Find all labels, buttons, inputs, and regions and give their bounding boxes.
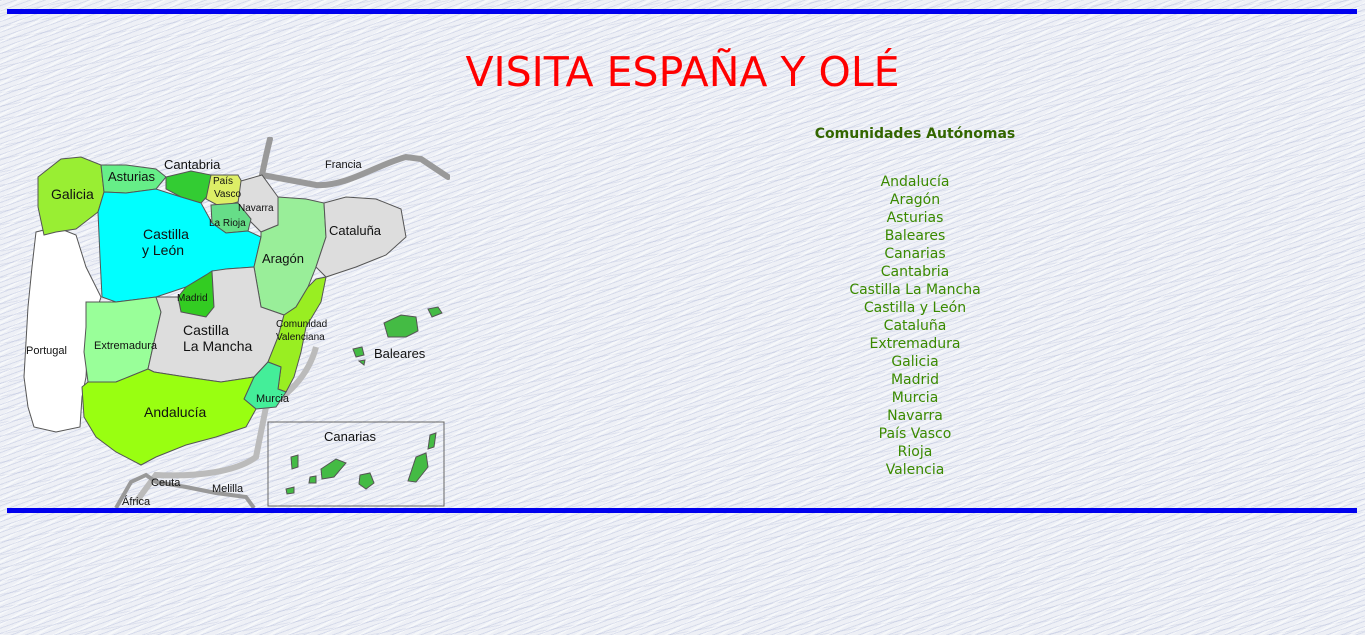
label-castilla-leon-2: y León bbox=[142, 242, 185, 258]
label-navarra: Navarra bbox=[238, 203, 274, 214]
island-tenerife[interactable] bbox=[321, 459, 346, 479]
island-la-palma[interactable] bbox=[291, 455, 298, 469]
label-asturias: Asturias bbox=[108, 169, 155, 184]
list-item bbox=[665, 461, 1165, 479]
label-comunidad-1: Comunidad bbox=[276, 319, 328, 330]
region-link-castilla-y-leon[interactable]: Castilla y León bbox=[863, 300, 967, 316]
list-item bbox=[665, 371, 1165, 389]
region-link-galicia[interactable]: Galicia bbox=[891, 354, 939, 370]
label-melilla: Melilla bbox=[212, 483, 244, 495]
region-link-asturias[interactable]: Asturias bbox=[886, 210, 944, 226]
list-item bbox=[665, 407, 1165, 425]
list-item bbox=[665, 227, 1165, 245]
region-link-murcia[interactable]: Murcia bbox=[891, 390, 939, 406]
label-castilla-mancha-2: La Mancha bbox=[183, 338, 253, 354]
island-menorca[interactable] bbox=[428, 307, 442, 317]
label-madrid: Madrid bbox=[177, 293, 208, 304]
island-el-hierro[interactable] bbox=[286, 487, 294, 494]
region-link-valencia[interactable]: Valencia bbox=[885, 462, 945, 478]
island-formentera[interactable] bbox=[359, 360, 365, 365]
list-item bbox=[665, 353, 1165, 371]
label-murcia: Murcia bbox=[256, 393, 290, 405]
region-link-canarias[interactable]: Canarias bbox=[884, 246, 946, 262]
label-aragon: Aragón bbox=[262, 251, 304, 266]
list-item bbox=[665, 245, 1165, 263]
label-portugal: Portugal bbox=[26, 345, 67, 357]
region-link-castilla-la-mancha[interactable]: Castilla La Mancha bbox=[849, 282, 981, 298]
region-link-pais-vasco[interactable]: País Vasco bbox=[878, 426, 952, 442]
page-title: VISITA ESPAÑA Y OLÉ bbox=[465, 48, 900, 96]
region-link-extremadura[interactable]: Extremadura bbox=[869, 336, 961, 352]
region-link-navarra[interactable]: Navarra bbox=[887, 408, 943, 424]
region-link-aragon[interactable]: Aragón bbox=[889, 192, 941, 208]
list-item bbox=[665, 281, 1165, 299]
label-cantabria: Cantabria bbox=[164, 157, 221, 172]
label-canarias: Canarias bbox=[324, 429, 377, 444]
regions-panel bbox=[665, 124, 1165, 479]
label-galicia: Galicia bbox=[51, 186, 94, 202]
label-castilla-leon-1: Castilla bbox=[143, 226, 189, 242]
list-item bbox=[665, 389, 1165, 407]
label-andalucia: Andalucía bbox=[144, 404, 207, 420]
top-divider bbox=[7, 9, 1357, 14]
label-comunidad-2: Valenciana bbox=[276, 332, 325, 343]
label-ceuta: Ceuta bbox=[151, 477, 181, 489]
list-item bbox=[665, 317, 1165, 335]
island-mallorca[interactable] bbox=[384, 315, 418, 337]
label-la-rioja: La Rioja bbox=[209, 218, 246, 229]
label-baleares: Baleares bbox=[374, 346, 426, 361]
label-pais-vasco-1: País bbox=[213, 176, 234, 187]
regions-heading: Comunidades Autónomas bbox=[814, 126, 1016, 142]
list-item bbox=[665, 425, 1165, 443]
label-francia: Francia bbox=[325, 159, 362, 171]
bottom-divider bbox=[7, 508, 1357, 513]
label-cataluna: Cataluña bbox=[329, 223, 382, 238]
list-item bbox=[665, 335, 1165, 353]
region-link-cataluna[interactable]: Cataluña bbox=[883, 318, 947, 334]
region-link-cantabria[interactable]: Cantabria bbox=[880, 264, 950, 280]
label-extremadura: Extremadura bbox=[94, 340, 157, 352]
island-la-gomera[interactable] bbox=[309, 476, 316, 483]
region-link-madrid[interactable]: Madrid bbox=[890, 372, 940, 388]
list-item bbox=[665, 209, 1165, 227]
list-item bbox=[665, 299, 1165, 317]
list-item bbox=[665, 173, 1165, 191]
island-lanzarote[interactable] bbox=[428, 433, 436, 449]
label-pais-vasco-2: Vasco bbox=[214, 189, 242, 200]
region-link-rioja[interactable]: Rioja bbox=[897, 444, 933, 460]
list-item bbox=[665, 191, 1165, 209]
region-link-andalucia[interactable]: Andalucía bbox=[880, 174, 950, 190]
island-ibiza[interactable] bbox=[353, 347, 364, 357]
label-africa: África bbox=[122, 496, 151, 508]
label-castilla-mancha-1: Castilla bbox=[183, 322, 229, 338]
island-gran-canaria[interactable] bbox=[359, 473, 374, 489]
island-fuerteventura[interactable] bbox=[408, 453, 428, 482]
spain-map[interactable] bbox=[16, 137, 450, 508]
region-link-baleares[interactable]: Baleares bbox=[884, 228, 946, 244]
list-item bbox=[665, 443, 1165, 461]
regions-list bbox=[665, 173, 1165, 479]
list-item bbox=[665, 263, 1165, 281]
